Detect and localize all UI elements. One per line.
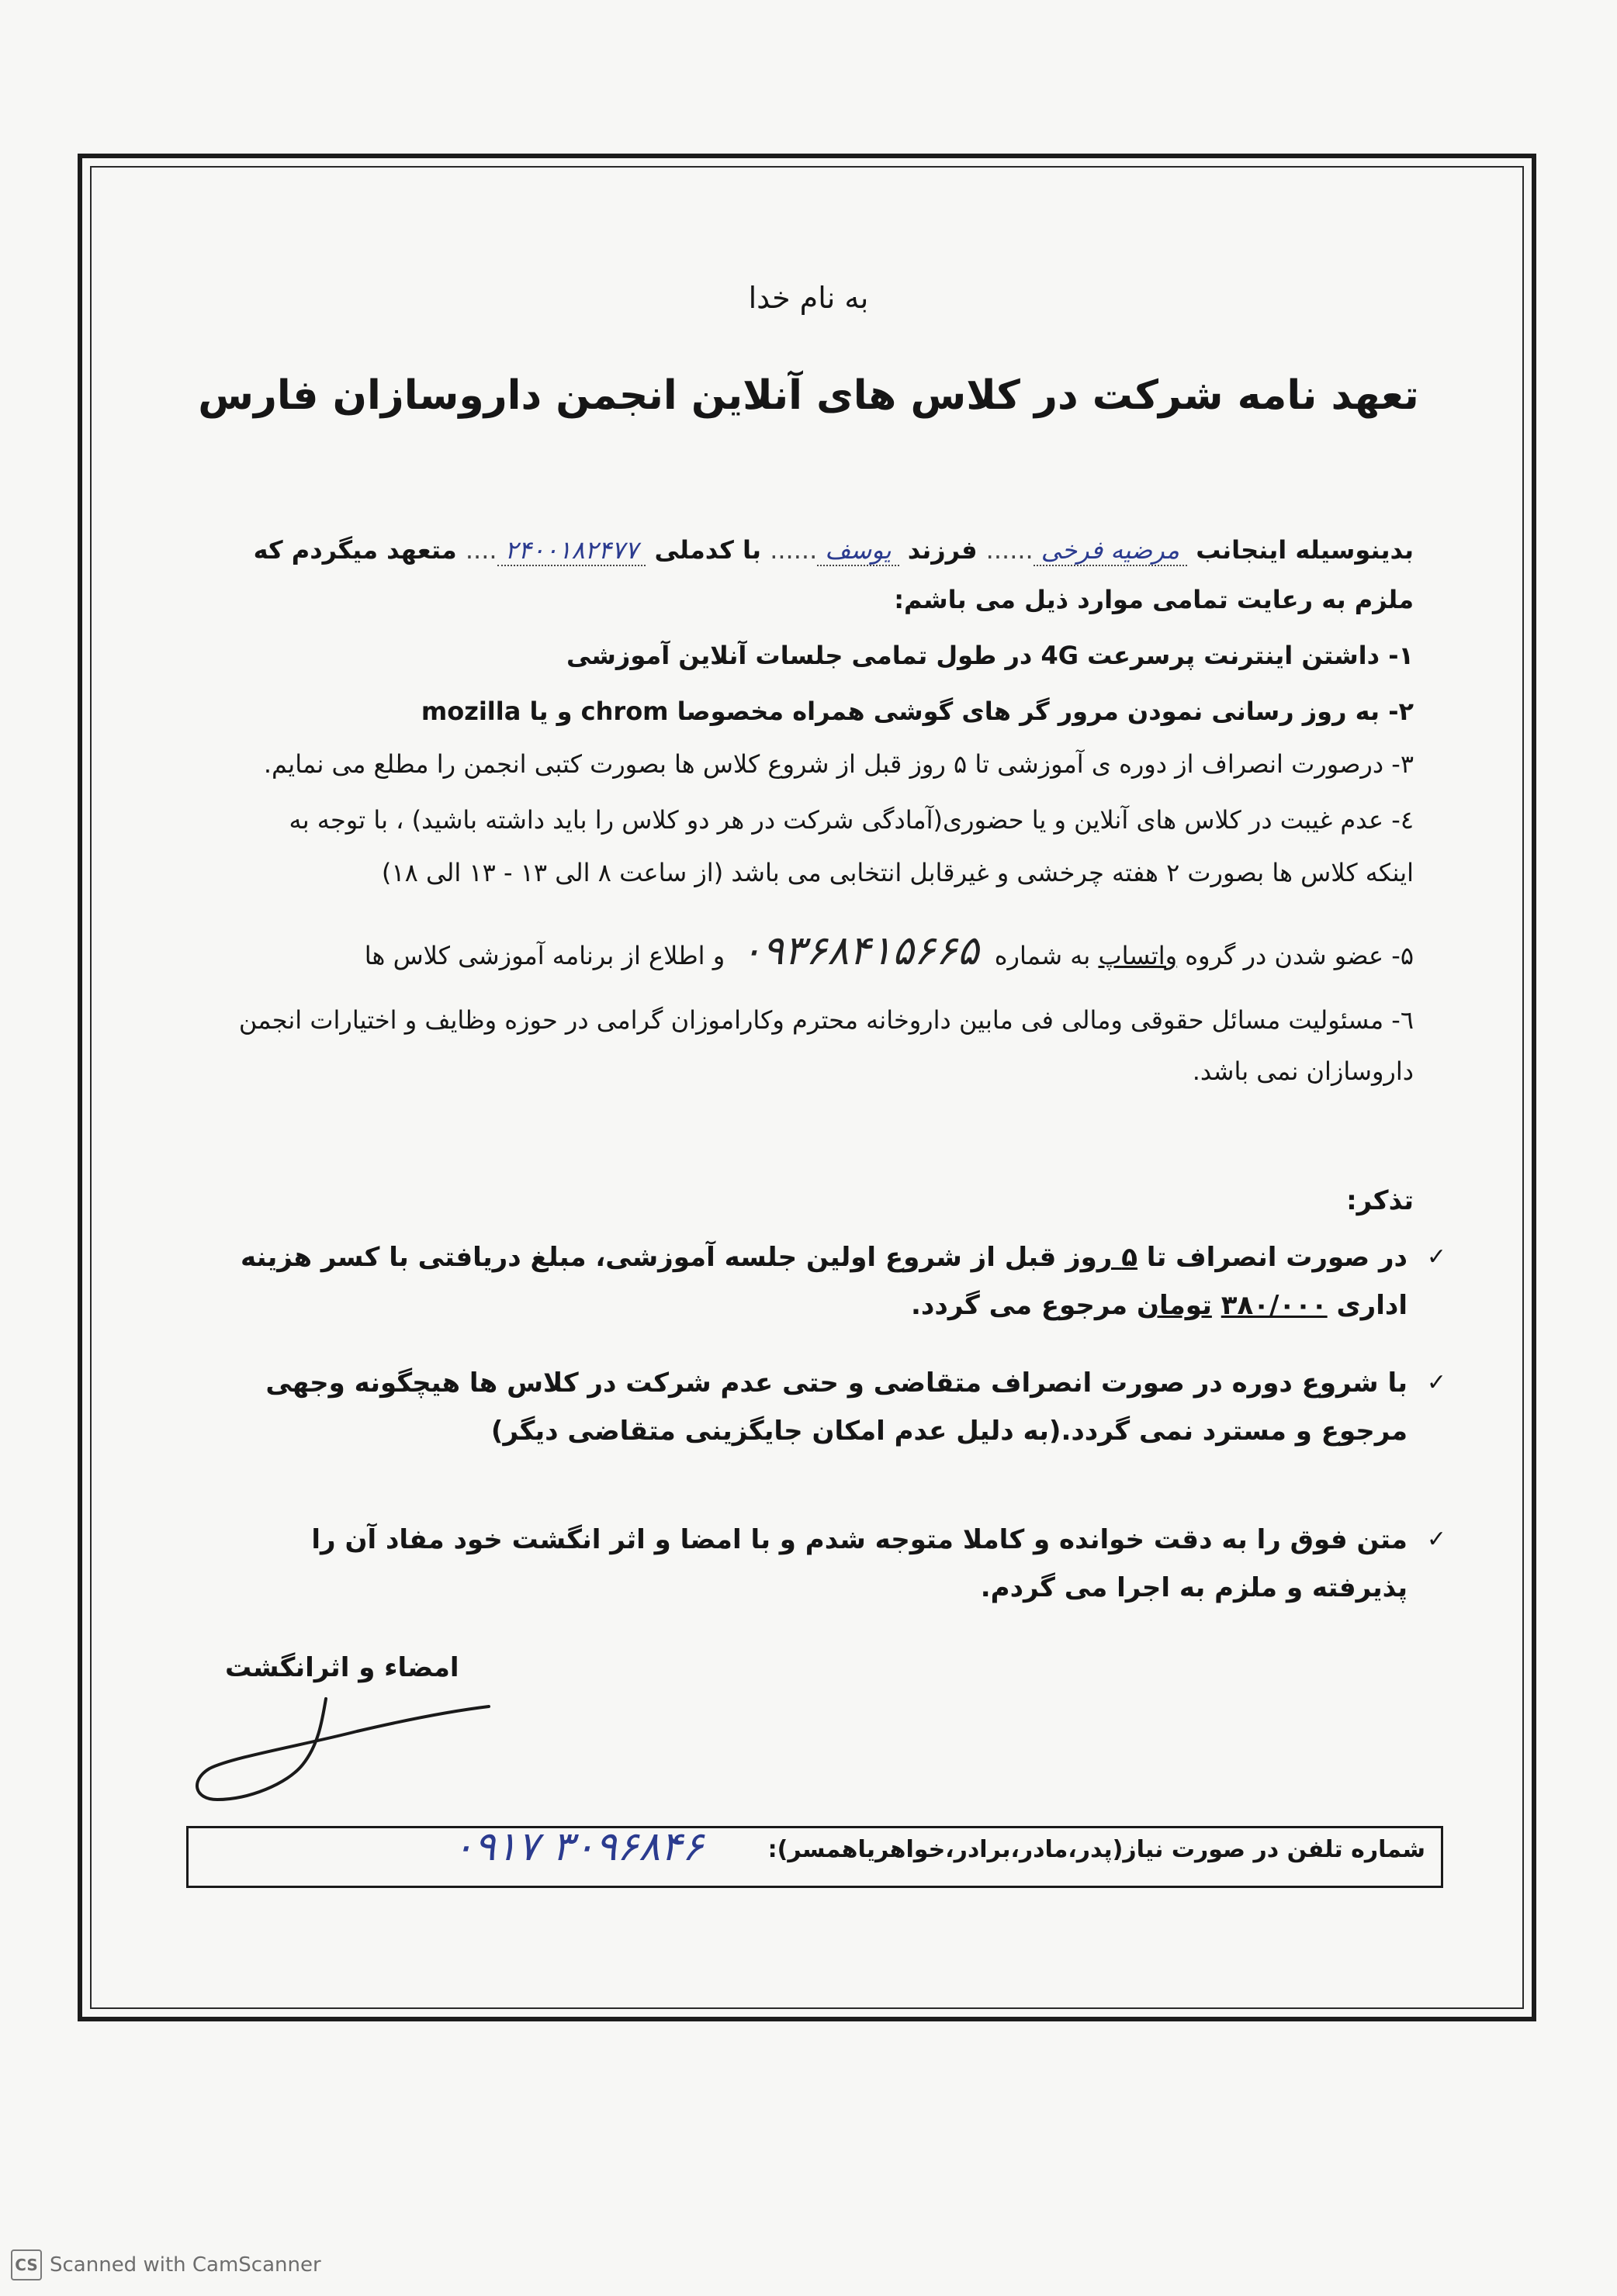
note-3 <box>213 1516 1446 1612</box>
signature-label: امضاء و اثرانگشت <box>225 1652 459 1683</box>
national-id-field: ۲۴۰۰۱۸۲۴۷۷ <box>497 535 646 566</box>
intro-line-2: ملزم به رعایت تمامی موارد ذیل می باشم: <box>894 585 1414 614</box>
checkmark-icon: ✓ <box>1426 1369 1446 1396</box>
note-1-days: ۵ روز <box>1065 1242 1137 1273</box>
item-5-text-before: ۵- عضو شدن در گروه <box>1185 941 1414 970</box>
note-1-amount: ۳۸۰/۰۰۰ <box>1221 1290 1328 1321</box>
basmala: به نام خدا <box>748 281 869 315</box>
item-5-text-after: و اطلاع از برنامه آموزشی کلاس ها <box>364 941 725 970</box>
emergency-phone-value: ۰۹۱۷ ۳۰۹۶۸۴۶ <box>452 1824 704 1870</box>
handwritten-signature <box>186 1691 512 1815</box>
item-1: ۱- داشتن اینترنت پرسرعت 4G در طول تمامی جلسات آنلاین آموزشی <box>566 641 1414 670</box>
item-3: ۳- درصورت انصراف از دوره ی آموزشی تا ۵ روز قبل از شروع کلاس ها بصورت کتبی انجمن را مطلع می نمایم. <box>263 749 1414 779</box>
notes-heading: تذکر: <box>1346 1185 1414 1216</box>
note-2 <box>213 1359 1446 1455</box>
note-1-currency: تومان <box>1136 1290 1212 1321</box>
father-name-field: یوسف <box>817 535 899 566</box>
scanner-watermark <box>11 2249 321 2280</box>
scanner-text: Scanned with CamScanner <box>50 2253 321 2277</box>
note-1-text-c: مرجوع می گردد. <box>911 1290 1128 1321</box>
item-4-cont: اینکه کلاس ها بصورت ۲ هفته چرخشی و غیرقابل انتخابی می باشد (از ساعت ۸ الی ۱۳ - ۱۳ الی ۱۸) <box>381 858 1414 887</box>
note-1-text-b: قبل از شروع اولین جلسه آموزشی، مبلغ دریافتی با کسر هزینه اداری <box>241 1242 1408 1321</box>
checkmark-icon: ✓ <box>1426 1526 1446 1553</box>
note-3-text: متن فوق را به دقت خوانده و کاملا متوجه شدم و با امضا و اثر انگشت خود مفاد آن را پذیرفته و ملزم به اجرا می گردم. <box>311 1524 1408 1603</box>
intro-text-end: متعهد میگردم که <box>253 535 457 565</box>
checkmark-icon: ✓ <box>1426 1243 1446 1271</box>
item-4: ٤- عدم غیبت در کلاس های آنلاین و یا حضوری(آمادگی شرکت در هر دو کلاس را باید داشته باشید) ، با توجه به <box>289 805 1414 835</box>
note-2-text: با شروع دوره در صورت انصراف متقاضی و حتی عدم شرکت در کلاس ها هیچگونه وجهی مرجوع و مسترد نمی گردد.(به دلیل عدم امکان جایگزینی متقاضی دیگر) <box>265 1368 1408 1447</box>
item-5-whatsapp: واتساپ <box>1098 941 1178 970</box>
item-5-text-mid: به شماره <box>994 941 1091 970</box>
intro-line-1: بدینوسیله اینجانب مرضیه فرخی...... فرزند یوسف...... با کدملی ۲۴۰۰۱۸۲۴۷۷.... متعهد میگردم که <box>253 535 1414 565</box>
item-5 <box>194 928 1414 974</box>
emergency-phone-box <box>186 1826 1443 1888</box>
whatsapp-phone-number: ۰۹۳۶۸۴۱۵۶۶۵ <box>740 928 979 974</box>
item-6: ٦- مسئولیت مسائل حقوقی ومالی فی مابین داروخانه محترم وکاراموزان گرامی در حوزه وظایف و اختیارات انجمن <box>238 1005 1414 1035</box>
item-6-cont: داروسازان نمی باشد. <box>1192 1056 1414 1086</box>
note-1 <box>213 1233 1446 1330</box>
emergency-phone-label: شماره تلفن در صورت نیاز(پدر،مادر،برادر،خواهریاهمسر): <box>767 1836 1425 1863</box>
name-field: مرضیه فرخی <box>1034 535 1187 566</box>
intro-text-nid: با کدملی <box>654 535 762 565</box>
document-title: تعهد نامه شرکت در کلاس های آنلاین انجمن داروسازان فارس <box>198 372 1419 419</box>
intro-text-start: بدینوسیله اینجانب <box>1196 535 1414 565</box>
note-1-text-a: در صورت انصراف تا <box>1146 1242 1408 1273</box>
item-2: ۲- به روز رسانی نمودن مرور گر های گوشی همراه مخصوصا chrom و یا mozilla <box>421 697 1414 726</box>
camscanner-logo-icon: CS <box>11 2249 42 2280</box>
intro-text-child: فرزند <box>907 535 978 565</box>
